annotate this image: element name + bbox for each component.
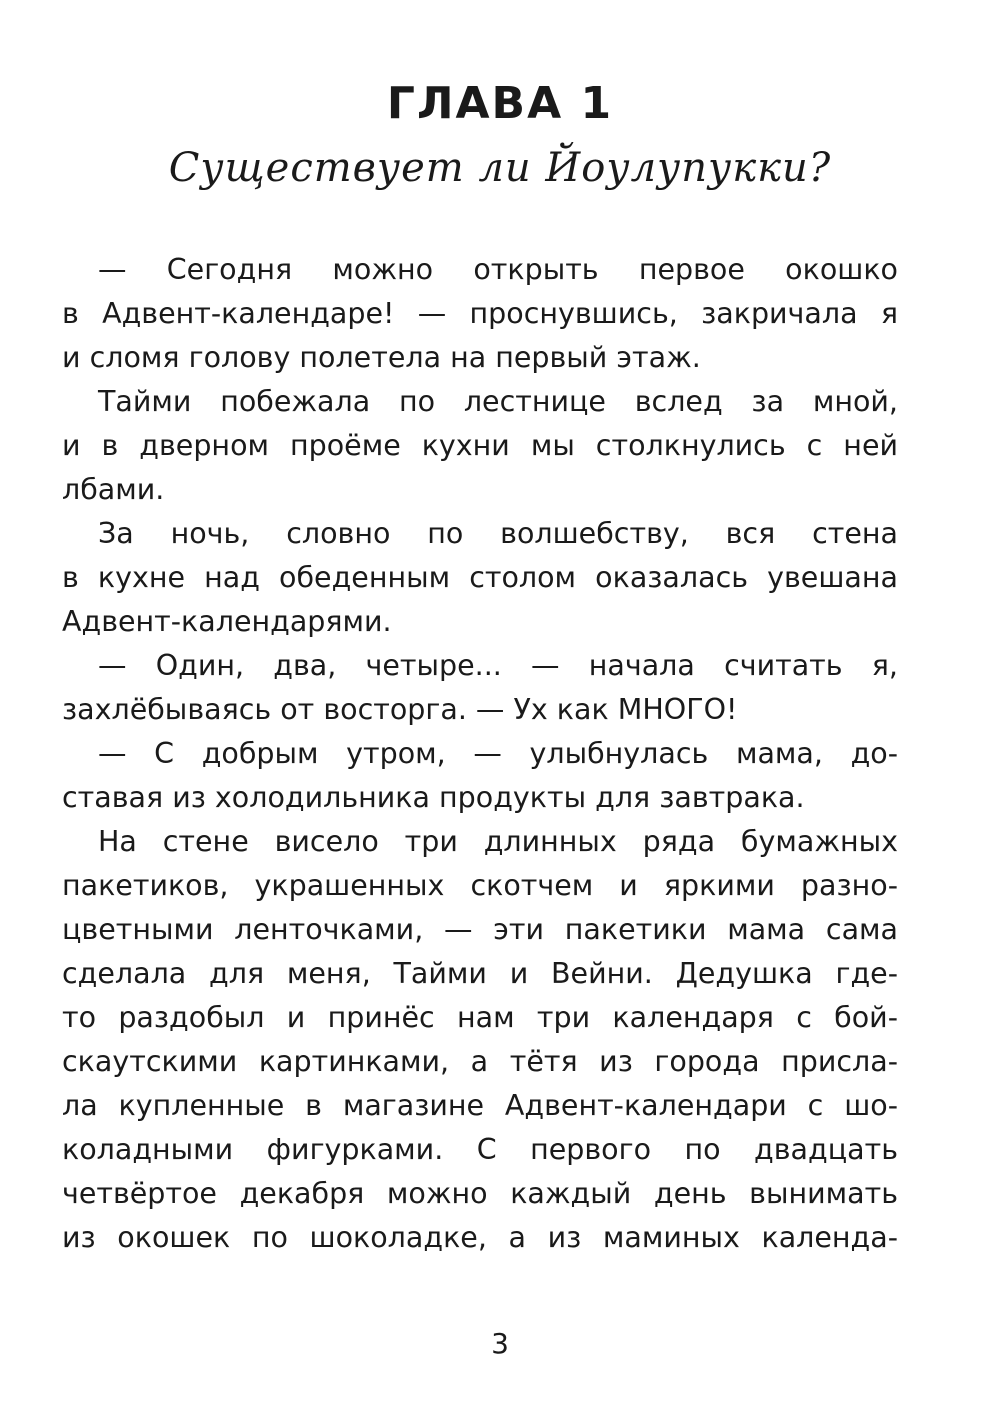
text-line: из окошек по шоколадке, а из маминых календа- (62, 1221, 898, 1254)
text-line: Тайми побежала по лестнице вслед за мной, (98, 385, 898, 418)
text-line: ставая из холодильника продукты для завтрака. (62, 781, 805, 814)
text-line: цветными ленточками, — эти пакетики мама сама (62, 913, 898, 946)
text-line: в кухне над обеденным столом оказалась увешана (62, 561, 898, 594)
chapter-subtitle: Существует ли Йоулупукки? (168, 145, 832, 191)
page-number: 3 (491, 1327, 509, 1360)
text-line: в Адвент-календаре! — проснувшись, закричала я (62, 297, 898, 330)
text-line: скаутскими картинками, а тётя из города присла- (62, 1045, 898, 1078)
text-line: На стене висело три длинных ряда бумажных (98, 825, 898, 858)
text-line: ла купленные в магазине Адвент-календари с шо- (62, 1089, 898, 1122)
text-line: захлёбываясь от восторга. — Ух как МНОГО! (62, 693, 738, 726)
text-line: Адвент-календарями. (62, 605, 392, 638)
text-line: и сломя голову полетела на первый этаж. (62, 341, 701, 374)
text-line: — С добрым утром, — улыбнулась мама, до- (98, 737, 898, 770)
text-line: — Один, два, четыре... — начала считать я, (98, 649, 898, 682)
chapter-heading: ГЛАВА 1 (386, 78, 614, 129)
text-line: За ночь, словно по волшебству, вся стена (98, 517, 898, 550)
text-line: пакетиков, украшенных скотчем и яркими разно- (62, 869, 898, 902)
text-line: четвёртое декабря можно каждый день вынимать (62, 1177, 898, 1210)
text-line: лбами. (62, 473, 165, 506)
text-line: то раздобыл и принёс нам три календаря с бой- (62, 1001, 898, 1034)
text-line: сделала для меня, Тайми и Вейни. Дедушка где- (62, 957, 898, 990)
text-line: коладными фигурками. С первого по двадцать (62, 1133, 898, 1166)
text-line: и в дверном проёме кухни мы столкнулись с ней (62, 429, 898, 462)
chapter-text (62, 248, 898, 1260)
text-line: — Сегодня можно открыть первое окошко (98, 253, 898, 286)
